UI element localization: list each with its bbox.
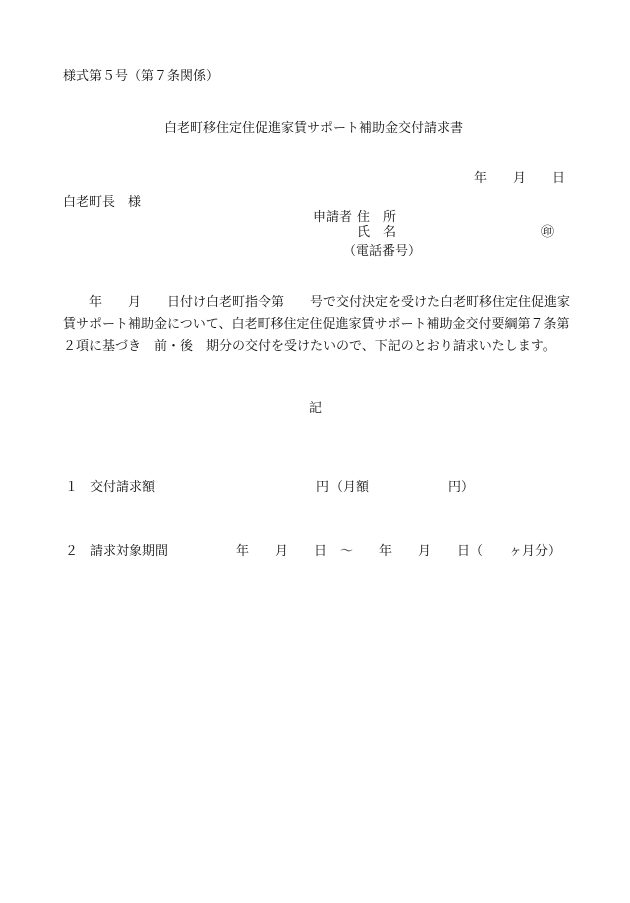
item1-monthly-yen: 円） — [448, 480, 475, 495]
request-paragraph — [63, 292, 575, 358]
item1-label: 交付請求額 — [90, 480, 156, 495]
applicant-label: 申請者 — [313, 210, 353, 225]
name-label: 氏 名 — [357, 225, 397, 240]
addressee: 白老町長 様 — [63, 195, 142, 210]
item2-period: 年 月 日 〜 年 月 日（ ヶ月分） — [236, 544, 562, 559]
seal-mark: ㊞ — [541, 225, 555, 240]
item1-yen: 円 — [316, 480, 330, 495]
item2-label: 請求対象期間 — [90, 544, 169, 559]
date-line: 年 月 日 — [474, 171, 566, 186]
item2-number: ２ — [65, 544, 79, 559]
phone-label: （電話番号） — [343, 244, 422, 259]
document-title: 白老町移住定住促進家賃サポート補助金交付請求書 — [164, 121, 464, 136]
item1-monthly: （月額 — [330, 480, 370, 495]
form-number: 様式第５号（第７条関係） — [63, 69, 220, 84]
address-label: 住 所 — [357, 210, 397, 225]
ki-heading: 記 — [309, 401, 323, 416]
item1-number: １ — [65, 480, 79, 495]
request-paragraph-text: 年 月 日付け白老町指令第 号で交付決定を受けた白老町移住定住促進家賃サポート補助金について、白老町移住定住促進家賃サポート補助金交付要綱第７条第２項に基づき 前・後 期分の交付を受けたいので、下記のとおり請求いたします。 — [63, 295, 571, 354]
